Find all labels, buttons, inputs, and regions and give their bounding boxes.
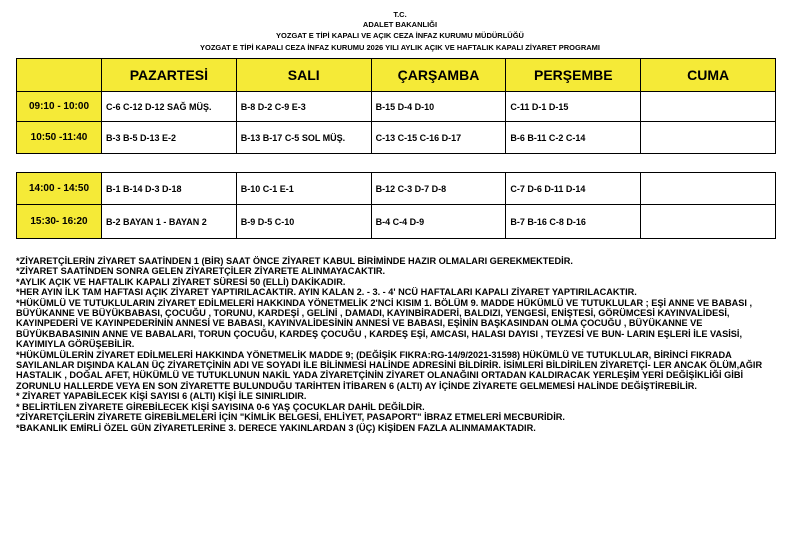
visit-cell: B-15 D-4 D-10	[371, 92, 506, 122]
visit-cell: C-13 C-15 C-16 D-17	[371, 122, 506, 154]
visit-cell	[641, 173, 776, 205]
rule-text: *BAKANLIK EMİRLİ ÖZEL GÜN ZİYARETLERİNE 3. DERECE YAKINLARDAN 3 (ÜÇ) KİŞİDEN FAZLA ALINMAMAKTADIR.	[16, 422, 536, 433]
day-header: SALI	[236, 59, 371, 92]
visit-cell: B-9 D-5 C-10	[236, 205, 371, 239]
time-slot: 10:50 -11:40	[17, 122, 102, 154]
rule-text: *ZİYARETÇİLERİN ZİYARET SAATİNDEN 1 (BİR) SAAT ÖNCE ZİYARET KABUL BİRİMİNDE HAZIR OLMALARI GEREKMEKTEDİR.	[16, 256, 573, 266]
time-slot: 09:10 - 10:00	[17, 92, 102, 122]
rule-text: *HÜKÜMLÜLERİN ZİYARET EDİLMELERİ HAKKINDA YÖNETMELİK MADDE 9; (DEĞİŞİK FIKRA:RG-14/9/2021-31598) HÜKÜMLÜ VE TUTUKLULAR, BİRİNCİ FIKRADA SAYILANLAR DIŞINDA KALAN ÜÇ ZİYARETÇİNİN ADI VE SOYADI İLE BİLİNMESİ HALİNDE ADRESİNİ BİLDİRİR. İSİMLERİ BİLDİRİLEN ZİYARETÇİ- LER ANCAK ÖLÜM,AĞIR HASTALIK , DOĞAL AFET, HÜKÜMLÜ VE TUTUKLUNUN NAKİL YADA ZİYARETÇİNİN ZİYARET OLANAĞINI ORTADAN KALDIRACAK YERLEŞİM YERİ DEĞİŞİKLİĞİ GİBİ ZORUNLU HALLERDE VEYA EN SON ZİYARETTE BULUNDUĞU TARİHTEN İTİBAREN 6 (ALTI) AY İÇİNDE ZİYARETE GELMEMESİ HALİNDE DEĞİŞTİREBİLİR.	[16, 349, 763, 391]
empty-corner	[17, 59, 102, 92]
table-row	[17, 122, 776, 154]
day-header: CUMA	[641, 59, 776, 92]
table-row	[17, 205, 776, 239]
time-slot: 14:00 - 14:50	[17, 173, 102, 205]
visit-cell: B-4 C-4 D-9	[371, 205, 506, 239]
visit-cell: C-6 C-12 D-12 SAĞ MÜŞ.	[102, 92, 237, 122]
visit-cell: C-11 D-1 D-15	[506, 92, 641, 122]
time-slot: 15:30- 16:20	[17, 205, 102, 239]
visit-cell	[641, 205, 776, 239]
schedule-table-morning	[16, 58, 776, 154]
rule-text: *ZİYARETÇİLERİN ZİYARETE GİREBİLMELERİ İÇİN "KİMLİK BELGESİ, EHLİYET, PASAPORT" İBRAZ ETMELERİ MECBURİDİR.	[16, 412, 565, 423]
rule-text: * BELİRTİLEN ZİYARETE GİREBİLECEK KİŞİ SAYISINA 0-6 YAŞ ÇOCUKLAR DAHİL DEĞİLDİR.	[16, 401, 425, 412]
visit-cell: B-13 B-17 C-5 SOL MÜŞ.	[236, 122, 371, 154]
header-program-title: YOZGAT E TİPİ KAPALI CEZA İNFAZ KURUMU 2026 YILI AYLIK AÇIK VE HAFTALIK KAPALI ZİYARET PROGRAMI	[199, 43, 601, 52]
visit-cell: B-3 B-5 D-13 E-2	[102, 122, 237, 154]
day-header-row	[17, 59, 776, 92]
table-row	[17, 92, 776, 122]
day-header: PERŞEMBE	[506, 59, 641, 92]
header-institution: YOZGAT E TİPİ KAPALI VE AÇIK CEZA İNFAZ KURUMU MÜDÜRLÜĞÜ	[276, 31, 524, 40]
visit-cell: B-7 B-16 C-8 D-16	[506, 205, 641, 239]
visit-cell: B-2 BAYAN 1 - BAYAN 2	[102, 205, 237, 239]
visit-cell: B-1 B-14 D-3 D-18	[102, 173, 237, 205]
visit-cell: B-12 C-3 D-7 D-8	[371, 173, 506, 205]
visit-cell: C-7 D-6 D-11 D-14	[506, 173, 641, 205]
header-ministry: ADALET BAKANLIĞI	[362, 20, 438, 29]
rule-text: *HÜKÜMLÜ VE TUTUKLULARIN ZİYARET EDİLMELERİ HAKKINDA YÖNETMELİK 2'NCİ KISIM 1. BÖLÜM 9. MADDE HÜKÜMLÜ VE TUTUKLULAR ; EŞİ ANNE VE BABASI , BÜYÜKANNE VE BÜYÜKBABASI, ÇOCUĞU , TORUNU, KARDEŞİ , GELİNİ , DAMADI, KAYINBİRADERİ, BALDIZI, YENGESİ, ENİŞTESİ, GÖRÜMCESİ KAYINVALİDESİ, KAYINPEDERİ VE KAYINPEDERİNİN ANNESİ VE BABASI, KAYINVALİDESİNİN ANNESİ VE BABASI, EŞİNİN BAŞKASINDAN OLMA ÇOCUĞU , BÜYÜKANNE VE BÜYÜKBABASININ ANNE VE BABALARI, TORUN ÇOCUĞU, KARDEŞ ÇOCUĞU , KARDEŞ EŞİ, AMCASI, HALASI DAYISI , TEYZESİ VE BUN- LARIN EŞLERİ İLE VASİSİ, KAYIMIYLA GÖRÜŞEBİLİR.	[16, 297, 753, 350]
rule-text: * ZİYARET YAPABİLECEK KİŞİ SAYISI 6 (ALTI) KİŞİ İLE SINIRLIDIR.	[16, 391, 307, 402]
visit-cell: B-6 B-11 C-2 C-14	[506, 122, 641, 154]
table-row	[17, 173, 776, 205]
day-header: ÇARŞAMBA	[371, 59, 506, 92]
schedule-table-afternoon	[16, 172, 776, 239]
day-header: PAZARTESİ	[102, 59, 237, 92]
visit-cell: B-10 C-1 E-1	[236, 173, 371, 205]
visit-cell	[641, 92, 776, 122]
visit-rules	[16, 256, 786, 433]
rule-text: *HER AYIN İLK TAM HAFTASI AÇIK ZİYARET YAPTIRILACAKTIR. AYIN KALAN 2. - 3. - 4' NCÜ HAFTALARI KAPALI ZİYARET YAPTIRILACAKTIR.	[16, 287, 637, 298]
visit-cell	[641, 122, 776, 154]
rule-text: *AYLIK AÇIK VE HAFTALIK KAPALI ZİYARET SÜRESİ 50 (ELLİ) DAKİKADIR.	[16, 276, 346, 287]
rule-text: *ZİYARET SAATİNDEN SONRA GELEN ZİYARETÇİLER ZİYARETE ALINMAYACAKTIR.	[16, 266, 386, 277]
visit-cell: B-8 D-2 C-9 E-3	[236, 92, 371, 122]
header-tc: T.C.	[393, 10, 407, 19]
